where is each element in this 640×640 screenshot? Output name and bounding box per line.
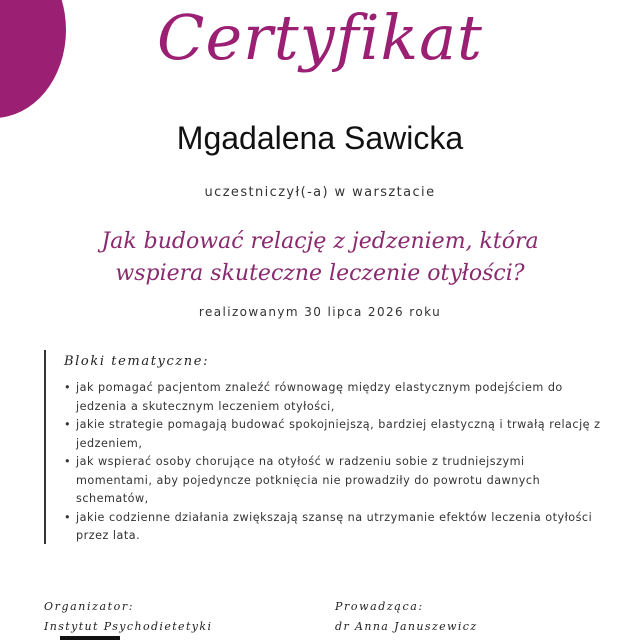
leader-name: dr Anna Januszewicz (335, 620, 478, 633)
topic-item (64, 509, 604, 546)
topic-item (64, 453, 604, 509)
topic-item-text: jakie strategie pomagają budować spokojniejszą, bardziej elastyczną i trwałą relację z jedzeniem, (76, 418, 601, 450)
workshop-title-line-1: Jak budować relację z jedzeniem, która (101, 229, 539, 254)
topics-list (64, 379, 604, 546)
bullet-icon: • (64, 381, 72, 394)
participation-text: uczestniczył(-a) w warsztacie (204, 185, 436, 200)
recipient-name: Mgadalena Sawicka (176, 120, 464, 156)
topics-heading: Bloki tematyczne: (64, 354, 210, 369)
workshop-title (40, 226, 600, 290)
topic-item-text: jak wspierać osoby chorujące na otyłość w radzeniu sobie z trudniejszymi momentami, aby pojedyncze potknięcia nie prowadziły do powrotu dawnych schematów, (76, 455, 541, 505)
organizer-name: Instytut Psychodietetyki (44, 620, 213, 633)
certificate-title: Certyfikat (157, 1, 483, 74)
organizer-block (44, 598, 212, 636)
bullet-icon: • (64, 510, 72, 524)
topic-item-text: jakie codzienne działania zwiększają szansę na utrzymanie efektów leczenia otyłości przez lata. (76, 510, 593, 542)
topics-section (44, 350, 604, 544)
leader-block (335, 598, 478, 636)
leader-label: Prowadząca: (335, 600, 424, 613)
topic-item-text: jak pomagać pacjentom znaleźć równowagę między elastycznym podejściem do jedzenia a skutecznym leczeniem otyłości, (76, 381, 563, 413)
organizer-label: Organizator: (44, 600, 135, 613)
bullet-icon: • (64, 455, 72, 468)
bullet-icon: • (64, 418, 72, 431)
workshop-title-line-2: wspiera skuteczne leczenie otyłości? (115, 261, 525, 286)
topic-item (64, 379, 604, 416)
organizer-logo-icon (60, 636, 120, 640)
topic-item (64, 416, 604, 453)
workshop-date: realizowanym 30 lipca 2026 roku (198, 305, 442, 319)
